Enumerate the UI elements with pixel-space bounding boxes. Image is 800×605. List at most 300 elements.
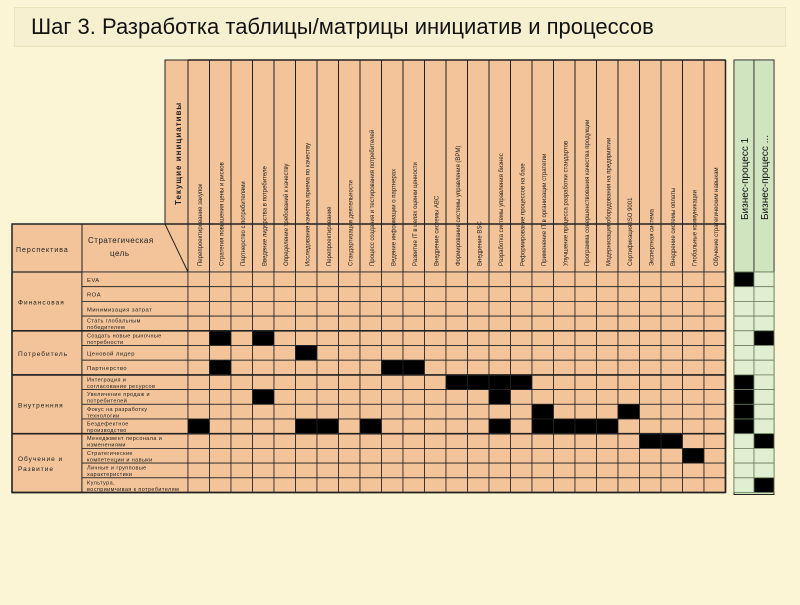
process-cell <box>734 434 754 449</box>
process-cell-filled <box>754 331 774 346</box>
matrix-cell <box>468 463 490 478</box>
matrix-cell <box>532 434 554 449</box>
matrix-cell <box>360 287 382 302</box>
initiative-label: Экспертная система <box>649 209 656 266</box>
matrix-cell <box>339 375 361 390</box>
matrix-cell <box>274 287 296 302</box>
matrix-cell <box>489 301 511 316</box>
matrix-cell <box>253 287 275 302</box>
matrix-cell <box>403 316 425 331</box>
matrix-cell <box>489 360 511 375</box>
matrix-cell <box>339 478 361 493</box>
matrix-cell <box>425 301 447 316</box>
initiative-label: Исследование качества приема по качеству <box>305 142 312 266</box>
process-cell <box>754 404 774 419</box>
matrix-cell <box>704 419 726 434</box>
matrix-cell <box>468 346 490 361</box>
matrix-cell <box>274 360 296 375</box>
matrix-cell <box>661 287 683 302</box>
matrix-cell <box>382 419 404 434</box>
matrix-cell <box>253 478 275 493</box>
matrix-cell <box>210 419 232 434</box>
goal-label: восприимчивая к потребителям <box>87 486 180 493</box>
matrix-cell <box>554 375 576 390</box>
matrix-cell <box>532 360 554 375</box>
perspective-group-label: Финансовая <box>18 299 65 307</box>
matrix-cell <box>532 287 554 302</box>
matrix-cell-filled <box>317 419 339 434</box>
goal-label: Интеграция и <box>87 377 127 384</box>
matrix-cell <box>683 316 705 331</box>
matrix-cell <box>425 463 447 478</box>
matrix-cell <box>253 301 275 316</box>
matrix-cell <box>296 448 318 463</box>
matrix-cell <box>704 390 726 405</box>
matrix-cell <box>317 404 339 419</box>
matrix-cell <box>339 463 361 478</box>
goal-label: Менеджмент персонала и <box>87 436 163 443</box>
matrix-cell-filled <box>618 404 640 419</box>
initiative-label: Определение требований к качеству <box>283 163 290 266</box>
matrix-cell <box>253 419 275 434</box>
matrix-cell-filled <box>532 419 554 434</box>
matrix-cell <box>618 390 640 405</box>
goal-label: Личные и групповые <box>87 465 147 472</box>
matrix-cell <box>618 463 640 478</box>
matrix-cell <box>382 390 404 405</box>
matrix-cell <box>446 346 468 361</box>
matrix-cell <box>360 360 382 375</box>
matrix-cell <box>489 272 511 287</box>
matrix-cell <box>274 390 296 405</box>
matrix-cell <box>274 301 296 316</box>
matrix-cell <box>188 360 210 375</box>
matrix-cell <box>210 390 232 405</box>
matrix-cell <box>274 478 296 493</box>
perspective-header-label: Перспектива <box>16 247 69 254</box>
matrix-cell <box>360 463 382 478</box>
matrix-cell <box>489 316 511 331</box>
matrix-cell <box>253 404 275 419</box>
matrix-cell <box>382 331 404 346</box>
matrix-cell <box>489 404 511 419</box>
initiative-label: Стандартизация деятельности <box>348 180 355 266</box>
matrix-cell <box>575 360 597 375</box>
matrix-cell <box>575 390 597 405</box>
matrix-cell-filled <box>360 419 382 434</box>
matrix-cell <box>317 434 339 449</box>
matrix-cell <box>640 404 662 419</box>
matrix-cell <box>575 331 597 346</box>
matrix-cell <box>511 478 533 493</box>
matrix-cell <box>296 287 318 302</box>
process-cell <box>734 331 754 346</box>
matrix-cell <box>339 404 361 419</box>
process-cell-filled <box>734 375 754 390</box>
matrix-cell <box>597 346 619 361</box>
matrix-cell <box>704 316 726 331</box>
process-cell <box>754 375 774 390</box>
process-cell <box>734 360 754 375</box>
initiative-label: Введение лидерства в потребителе <box>262 166 269 266</box>
matrix-cell <box>210 272 232 287</box>
matrix-cell <box>231 360 253 375</box>
perspective-group-label: Внутренняя <box>18 402 64 410</box>
matrix-cell <box>532 478 554 493</box>
matrix-cell <box>468 419 490 434</box>
initiative-label: Партнерство с потребителями <box>240 181 247 266</box>
matrix-cell <box>511 272 533 287</box>
process-cell <box>754 272 774 287</box>
matrix-cell <box>210 434 232 449</box>
matrix-cell <box>231 272 253 287</box>
matrix-cell <box>210 346 232 361</box>
matrix-cell-filled <box>296 419 318 434</box>
matrix-cell <box>489 478 511 493</box>
matrix-cell <box>704 404 726 419</box>
matrix-cell <box>403 419 425 434</box>
goal-label: потребности <box>87 339 124 346</box>
matrix-cell-filled <box>489 419 511 434</box>
process-cell <box>734 316 754 331</box>
process-cell <box>754 419 774 434</box>
matrix-cell <box>640 301 662 316</box>
matrix-cell <box>511 434 533 449</box>
matrix-cell <box>683 434 705 449</box>
matrix-cell <box>188 375 210 390</box>
matrix-cell <box>403 375 425 390</box>
matrix-cell <box>554 272 576 287</box>
matrix-cell <box>597 463 619 478</box>
matrix-cell <box>188 448 210 463</box>
matrix-cell-filled <box>382 360 404 375</box>
matrix-cell <box>554 346 576 361</box>
process-cell-filled <box>754 434 774 449</box>
matrix-cell <box>704 434 726 449</box>
matrix-cell <box>253 346 275 361</box>
perspective-group-label: Развитие <box>18 466 54 474</box>
matrix-cell <box>489 434 511 449</box>
matrix-cell <box>661 272 683 287</box>
initiative-label: Разработка системы управления бизнес <box>498 153 505 266</box>
initiative-label: Применение IT в организации стратегии <box>541 153 548 266</box>
matrix-cell <box>382 346 404 361</box>
matrix-cell <box>231 404 253 419</box>
matrix-cell-filled <box>532 404 554 419</box>
matrix-cell <box>231 375 253 390</box>
goal-label: Культура, <box>87 480 115 487</box>
matrix-cell <box>704 375 726 390</box>
matrix-cell <box>382 287 404 302</box>
goal-label: изменениями <box>87 442 126 449</box>
matrix-cell <box>575 346 597 361</box>
matrix-cell <box>446 301 468 316</box>
matrix-cell <box>704 272 726 287</box>
matrix-cell <box>210 375 232 390</box>
process-cell <box>734 448 754 463</box>
matrix-cell <box>618 478 640 493</box>
matrix-cell <box>597 404 619 419</box>
initiative-label: Улучшение процесса разработки стандартов <box>563 140 570 266</box>
matrix-cell <box>231 316 253 331</box>
matrix-cell <box>661 331 683 346</box>
initiative-label: Внедрение системы ABC <box>434 195 441 266</box>
matrix-cell <box>683 375 705 390</box>
matrix-cell <box>618 346 640 361</box>
matrix-cell <box>597 360 619 375</box>
matrix-cell-filled <box>210 331 232 346</box>
matrix-cell <box>360 346 382 361</box>
matrix-cell <box>425 434 447 449</box>
matrix-cell <box>274 419 296 434</box>
matrix-cell <box>618 316 640 331</box>
matrix-cell <box>661 419 683 434</box>
matrix-cell <box>425 346 447 361</box>
matrix-cell <box>640 463 662 478</box>
matrix-cell <box>339 287 361 302</box>
matrix-cell <box>403 301 425 316</box>
matrix-cell <box>382 301 404 316</box>
matrix-cell <box>704 287 726 302</box>
process-cell <box>734 346 754 361</box>
matrix-cell <box>317 390 339 405</box>
matrix-cell <box>640 272 662 287</box>
matrix-cell <box>511 346 533 361</box>
matrix-cell <box>317 316 339 331</box>
matrix-cell <box>511 331 533 346</box>
matrix-cell <box>468 272 490 287</box>
initiative-label: Программа совершенствования качества продукции <box>584 119 591 266</box>
matrix-cell <box>296 301 318 316</box>
goal-label: характеристики <box>87 472 133 479</box>
matrix-cell <box>446 287 468 302</box>
matrix-cell <box>683 287 705 302</box>
matrix-cell <box>382 448 404 463</box>
process-cell <box>754 463 774 478</box>
matrix-cell-filled <box>683 448 705 463</box>
matrix-cell-filled <box>253 390 275 405</box>
matrix-cell-filled <box>489 375 511 390</box>
initiatives-header-label: Текущие инициативы <box>174 101 183 205</box>
matrix-cell <box>382 316 404 331</box>
matrix-cell <box>188 287 210 302</box>
process-cell <box>754 301 774 316</box>
matrix-cell <box>231 301 253 316</box>
matrix-cell <box>597 448 619 463</box>
matrix-cell <box>511 390 533 405</box>
matrix-cell <box>511 463 533 478</box>
matrix-cell <box>403 448 425 463</box>
matrix-cell <box>704 478 726 493</box>
matrix-cell <box>253 463 275 478</box>
matrix-cell <box>296 404 318 419</box>
matrix-cell <box>532 375 554 390</box>
matrix-cell <box>575 301 597 316</box>
matrix-cell <box>360 375 382 390</box>
process-cell <box>734 463 754 478</box>
matrix-cell <box>640 478 662 493</box>
matrix-cell <box>360 448 382 463</box>
matrix-cell <box>704 346 726 361</box>
initiative-label: Перепроектирование <box>326 206 333 266</box>
matrix-cell <box>554 331 576 346</box>
matrix-cell <box>468 390 490 405</box>
initiative-label: Формирование системы управления (BPM) <box>455 145 462 266</box>
matrix-cell <box>231 287 253 302</box>
matrix-cell <box>382 375 404 390</box>
matrix-cell <box>640 448 662 463</box>
matrix-cell <box>511 360 533 375</box>
goal-header-label: Стратегическая <box>88 236 154 245</box>
matrix-cell <box>597 478 619 493</box>
matrix-cell <box>231 463 253 478</box>
matrix-cell <box>661 404 683 419</box>
matrix-cell <box>661 390 683 405</box>
matrix-cell <box>640 346 662 361</box>
matrix-cell <box>683 331 705 346</box>
matrix-cell-filled <box>253 331 275 346</box>
matrix-cell <box>597 375 619 390</box>
matrix-cell <box>683 419 705 434</box>
matrix-cell <box>274 316 296 331</box>
matrix-cell <box>188 301 210 316</box>
matrix-cell <box>489 287 511 302</box>
matrix-cell <box>317 375 339 390</box>
matrix-cell <box>597 390 619 405</box>
matrix-cell <box>253 375 275 390</box>
perspective-group-label: Обучение и <box>18 456 64 464</box>
matrix-cell <box>253 434 275 449</box>
matrix-cell <box>446 434 468 449</box>
matrix-cell <box>231 331 253 346</box>
matrix-cell <box>188 478 210 493</box>
goal-label: Увеличение продаж и <box>87 392 150 399</box>
goal-label: Стать глобальным <box>87 318 141 325</box>
matrix-cell <box>382 463 404 478</box>
matrix-cell <box>274 463 296 478</box>
initiative-label: Глобальные коммуникации <box>692 190 699 266</box>
matrix-cell <box>382 404 404 419</box>
matrix-cell <box>532 316 554 331</box>
matrix-cell <box>296 360 318 375</box>
matrix-cell <box>532 463 554 478</box>
matrix-cell-filled <box>511 375 533 390</box>
matrix-cell <box>339 419 361 434</box>
matrix-cell <box>532 390 554 405</box>
process-header-label: Бизнес-процесс ... <box>760 135 771 220</box>
matrix-cell <box>296 478 318 493</box>
matrix-cell <box>274 375 296 390</box>
matrix-cell <box>661 301 683 316</box>
matrix-cell <box>618 331 640 346</box>
matrix-cell <box>554 463 576 478</box>
matrix-cell <box>425 448 447 463</box>
matrix-cell <box>210 463 232 478</box>
matrix-cell <box>188 404 210 419</box>
matrix-cell <box>597 434 619 449</box>
matrix-cell <box>661 478 683 493</box>
matrix-cell <box>210 448 232 463</box>
matrix-cell <box>339 301 361 316</box>
matrix-cell <box>317 360 339 375</box>
matrix-cell <box>296 331 318 346</box>
matrix-cell <box>296 272 318 287</box>
matrix-cell <box>317 448 339 463</box>
slide-title: Шаг 3. Разработка таблицы/матрицы инициатив и процессов <box>14 7 786 47</box>
process-cell <box>754 346 774 361</box>
matrix-cell <box>597 287 619 302</box>
goal-label: компетенции и навыки <box>87 457 153 464</box>
matrix-cell <box>446 316 468 331</box>
matrix-cell <box>339 448 361 463</box>
matrix-cell <box>231 390 253 405</box>
matrix-cell <box>296 434 318 449</box>
process-cell <box>734 287 754 302</box>
matrix-cell <box>188 463 210 478</box>
matrix-cell <box>532 346 554 361</box>
matrix-cell <box>446 478 468 493</box>
matrix-cell-filled <box>661 434 683 449</box>
matrix-cell <box>532 448 554 463</box>
matrix-cell <box>274 448 296 463</box>
matrix-cell <box>597 301 619 316</box>
matrix-cell <box>403 390 425 405</box>
matrix-cell <box>683 390 705 405</box>
process-cell <box>754 287 774 302</box>
matrix-cell <box>661 316 683 331</box>
matrix-cell <box>683 301 705 316</box>
matrix-cell <box>296 316 318 331</box>
matrix-cell <box>618 448 640 463</box>
matrix-cell <box>511 287 533 302</box>
matrix-cell <box>210 287 232 302</box>
matrix-cell <box>210 301 232 316</box>
matrix-cell <box>425 404 447 419</box>
matrix-cell <box>554 301 576 316</box>
matrix-cell <box>618 434 640 449</box>
matrix-cell <box>210 316 232 331</box>
matrix-cell <box>640 419 662 434</box>
matrix-cell <box>188 272 210 287</box>
process-header-label: Бизнес-процесс 1 <box>740 137 751 220</box>
matrix-cell <box>317 331 339 346</box>
matrix-cell <box>425 316 447 331</box>
matrix-cell <box>231 478 253 493</box>
matrix-cell <box>446 272 468 287</box>
matrix-cell <box>704 331 726 346</box>
matrix-cell <box>360 331 382 346</box>
matrix-cell <box>575 404 597 419</box>
matrix-cell <box>360 404 382 419</box>
matrix-cell <box>554 434 576 449</box>
matrix-cell-filled <box>640 434 662 449</box>
matrix-cell <box>468 478 490 493</box>
initiative-label: Процесс создания и тестирования потребителей <box>369 129 376 266</box>
initiative-label: Модернизация оборудования на предприятии <box>606 137 613 266</box>
matrix-cell <box>554 478 576 493</box>
matrix-cell <box>210 404 232 419</box>
initiative-label: Перепроектирование закупок <box>197 183 204 266</box>
matrix-cell <box>403 331 425 346</box>
matrix-cell <box>640 390 662 405</box>
matrix-cell <box>360 301 382 316</box>
initiative-label: Обучение стратегическим навыкам <box>713 167 720 266</box>
matrix-cell <box>296 463 318 478</box>
matrix-cell <box>532 301 554 316</box>
matrix-cell <box>425 287 447 302</box>
matrix-cell-filled <box>575 419 597 434</box>
matrix-cell <box>339 360 361 375</box>
